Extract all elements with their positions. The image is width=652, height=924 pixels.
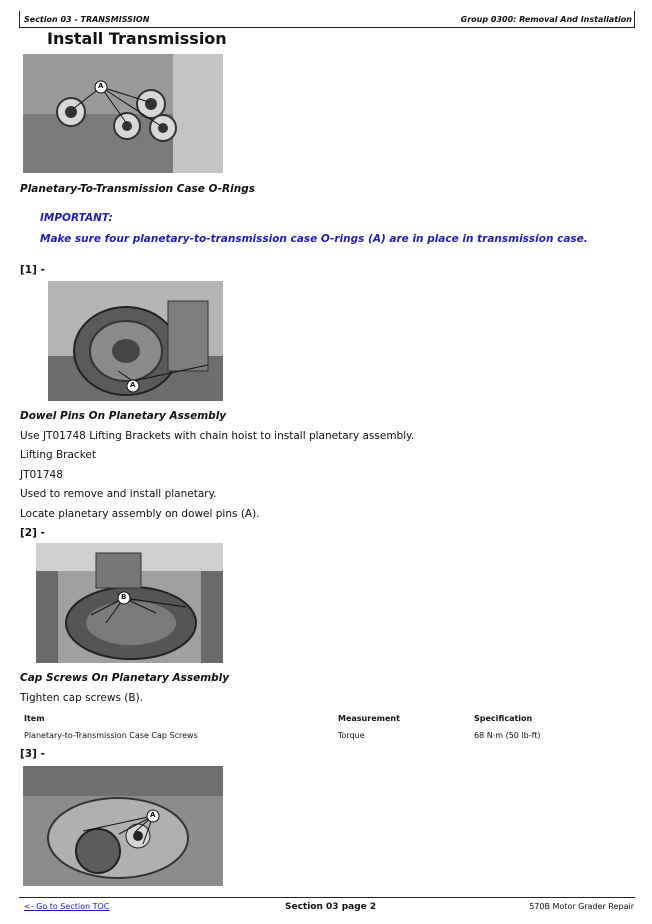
footer-manual-title: 570B Motor Grader Repair bbox=[529, 902, 634, 911]
header-left-border bbox=[19, 11, 20, 28]
step2-label: [2] - bbox=[20, 527, 45, 539]
step1-callout-a: A bbox=[130, 381, 136, 389]
figure1-callout-a: A bbox=[98, 82, 104, 90]
step1-label: [1] - bbox=[20, 264, 45, 276]
figure1-caption: Planetary-To-Transmission Case O-Rings bbox=[20, 183, 255, 195]
step1-line-1: Use JT01748 Lifting Brackets with chain hoist to install planetary assembly. bbox=[20, 430, 415, 442]
figure-orings-image bbox=[23, 54, 223, 173]
footer-divider bbox=[19, 897, 635, 898]
table-header-measurement: Measurement bbox=[338, 714, 400, 723]
step1-line-3: JT01748 bbox=[20, 469, 63, 481]
figure-step3-image bbox=[23, 766, 223, 886]
step3-label: [3] - bbox=[20, 748, 45, 760]
step2-caption: Cap Screws On Planetary Assembly bbox=[20, 672, 230, 684]
footer-page-number: Section 03 page 2 bbox=[285, 902, 377, 912]
header-group: Group 0300: Removal And Installation bbox=[460, 15, 632, 24]
important-text: Make sure four planetary-to-transmission case O-rings (A) are in place in transmission case. bbox=[40, 233, 588, 245]
step1-caption: Dowel Pins On Planetary Assembly bbox=[20, 410, 227, 422]
step1-line-2: Lifting Bracket bbox=[20, 449, 96, 461]
step3-callout-a: A bbox=[150, 811, 156, 819]
header-right-border bbox=[634, 11, 635, 28]
table-header-specification: Specification bbox=[474, 714, 533, 723]
table-cell-specification: 68 N·m (50 lb-ft) bbox=[474, 731, 541, 740]
header-divider bbox=[19, 27, 635, 28]
step1-line-5: Locate planetary assembly on dowel pins (A). bbox=[20, 508, 260, 520]
table-cell-measurement: Torque bbox=[338, 731, 365, 740]
important-label: IMPORTANT: bbox=[40, 212, 113, 224]
go-to-section-toc-link[interactable]: <- Go to Section TOC bbox=[24, 902, 110, 911]
figure-cap-screws-image bbox=[36, 543, 223, 663]
step1-line-4: Used to remove and install planetary. bbox=[20, 488, 217, 500]
figure-dowel-pins-image bbox=[48, 281, 223, 401]
table-header-item: Item bbox=[24, 714, 45, 723]
header-section: Section 03 - TRANSMISSION bbox=[24, 15, 150, 24]
step2-callout-b: B bbox=[121, 593, 127, 601]
step2-instruction: Tighten cap screws (B). bbox=[20, 692, 144, 704]
page-title: Install Transmission bbox=[47, 29, 227, 48]
table-cell-item: Planetary-to-Transmission Case Cap Screws bbox=[24, 731, 198, 740]
